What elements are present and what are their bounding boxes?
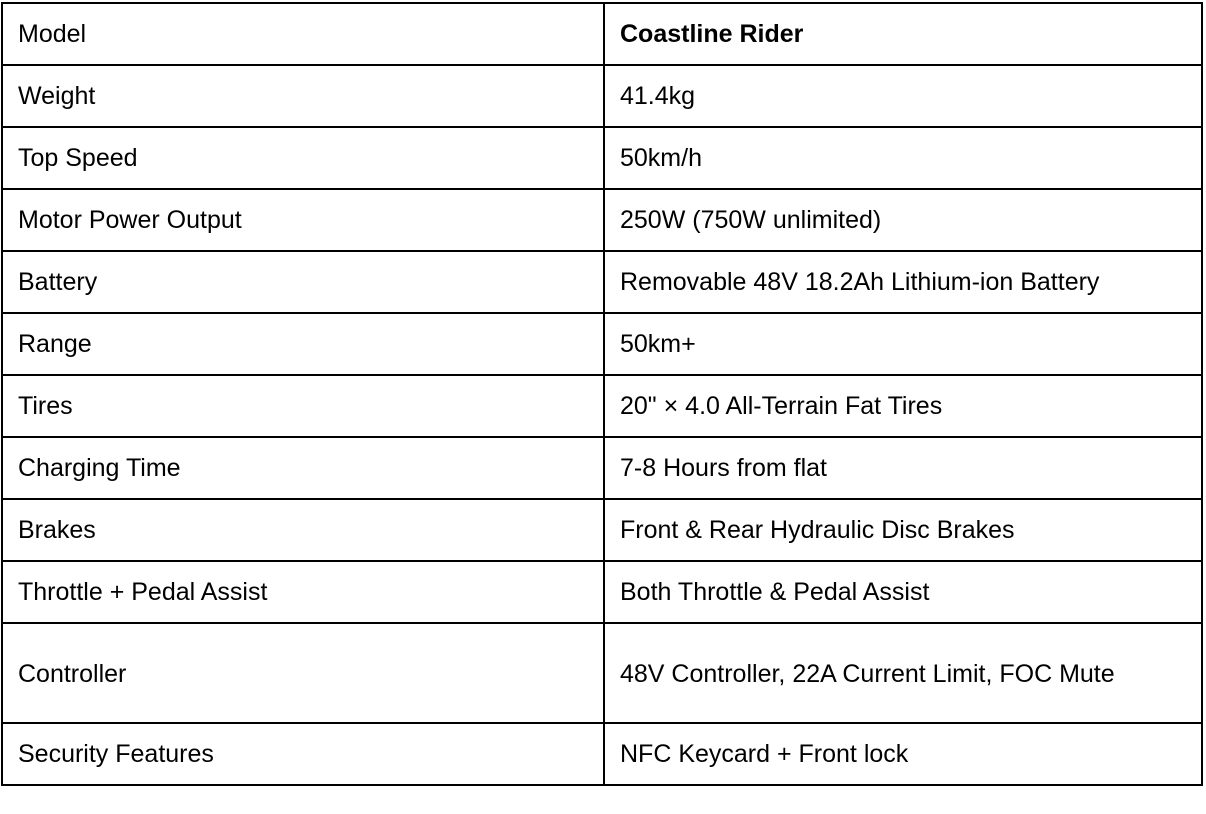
row-label: Brakes — [2, 499, 604, 561]
row-label: Security Features — [2, 723, 604, 785]
row-label: Charging Time — [2, 437, 604, 499]
table-row-tires — [2, 375, 1202, 437]
table-row-brakes — [2, 499, 1202, 561]
row-value: 50km+ — [604, 313, 1202, 375]
row-value: NFC Keycard + Front lock — [604, 723, 1202, 785]
row-value: 7-8 Hours from flat — [604, 437, 1202, 499]
row-label: Model — [2, 3, 604, 65]
row-label: Battery — [2, 251, 604, 313]
table-row-charging-time — [2, 437, 1202, 499]
row-value: Front & Rear Hydraulic Disc Brakes — [604, 499, 1202, 561]
table-row-motor-power — [2, 189, 1202, 251]
row-value: 250W (750W unlimited) — [604, 189, 1202, 251]
row-value: Both Throttle & Pedal Assist — [604, 561, 1202, 623]
controller-value-text: 48V Controller, 22A Current Limit, FOC Mute — [620, 659, 1115, 688]
row-value — [604, 623, 1202, 723]
row-value: Removable 48V 18.2Ah Lithium-ion Battery — [604, 251, 1202, 313]
row-label: Weight — [2, 65, 604, 127]
table-row-top-speed — [2, 127, 1202, 189]
table-row-throttle — [2, 561, 1202, 623]
model-name: Coastline Rider — [604, 3, 1202, 65]
table-row-model — [2, 3, 1202, 65]
table-row-security — [2, 723, 1202, 785]
table-row-battery — [2, 251, 1202, 313]
table-row-range — [2, 313, 1202, 375]
row-value: 50km/h — [604, 127, 1202, 189]
row-value: 20" × 4.0 All-Terrain Fat Tires — [604, 375, 1202, 437]
row-value: 41.4kg — [604, 65, 1202, 127]
row-label: Top Speed — [2, 127, 604, 189]
row-label: Controller — [2, 623, 604, 723]
table-row-controller — [2, 623, 1202, 723]
spec-table — [1, 2, 1203, 786]
row-label: Tires — [2, 375, 604, 437]
row-label: Throttle + Pedal Assist — [2, 561, 604, 623]
table-row-weight — [2, 65, 1202, 127]
row-label: Range — [2, 313, 604, 375]
row-label: Motor Power Output — [2, 189, 604, 251]
